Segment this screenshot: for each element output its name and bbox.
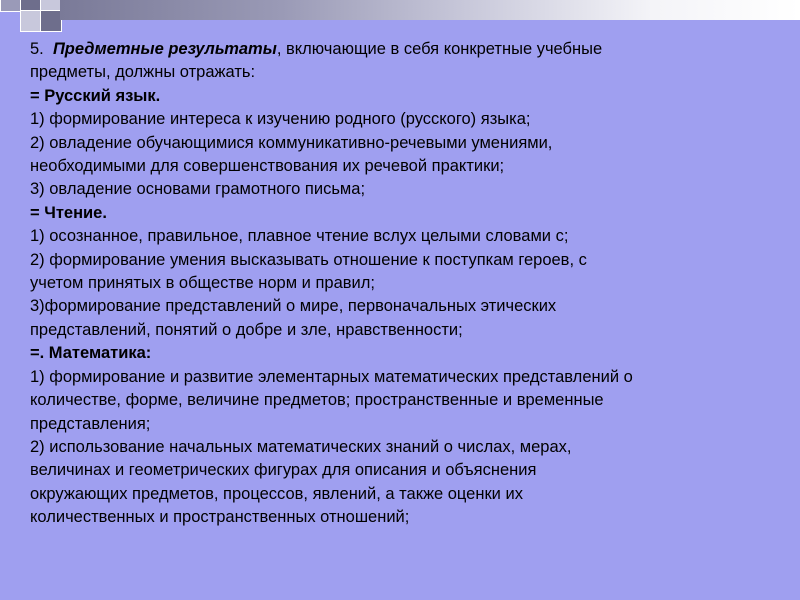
text-line: 1) формирование интереса к изучению родного (русского) языка;	[30, 110, 531, 129]
header-gradient-bar	[60, 0, 800, 20]
text-line: представлений, понятий о добре и зле, нравственности;	[30, 320, 463, 339]
text-line: учетом принятых в обществе норм и правил;	[30, 274, 375, 293]
text-line: 3) овладение основами грамотного письма;	[30, 180, 366, 199]
deco-square	[40, 10, 62, 32]
intro-emphasis: Предметные результаты	[52, 40, 277, 58]
deco-square	[20, 10, 42, 32]
text-line: 3)формирование представлений о мире, первоначальных этических	[30, 297, 557, 316]
text-line: предметы, должны отражать:	[30, 63, 256, 82]
section-heading: =. Математика:	[30, 344, 152, 363]
slide-body	[30, 38, 775, 530]
text-line: 1) осознанное, правильное, плавное чтение вслух целыми словами с;	[30, 227, 569, 246]
text-line: 1) формирование и развитие элементарных математических представлений о	[30, 367, 633, 386]
text-line: окружающих предметов, процессов, явлений, а также оценки их	[30, 484, 523, 503]
section-heading: = Русский язык.	[30, 86, 161, 105]
text-line: необходимыми для совершенствования их речевой практики;	[30, 157, 505, 176]
text-line: количественных и пространственных отношений;	[30, 508, 410, 527]
header-decoration	[0, 0, 800, 30]
deco-square	[0, 0, 22, 12]
text-line: 2) формирование умения высказывать отношение к поступкам героев, с	[30, 250, 587, 269]
text-lines	[30, 61, 775, 529]
intro-rest: , включающие в себя конкретные учебные	[276, 40, 603, 58]
text-line: 2) овладение обучающимися коммуникативно-речевыми умениями,	[30, 133, 553, 152]
text-line: 2) использование начальных математических знаний о числах, мерах,	[30, 437, 572, 456]
intro-line	[30, 38, 775, 61]
text-line: представления;	[30, 414, 151, 433]
text-line: величинах и геометрических фигурах для описания и объяснения	[30, 461, 537, 480]
intro-number: 5.	[30, 40, 44, 58]
section-heading: = Чтение.	[30, 203, 107, 222]
text-line: количестве, форме, величине предметов; пространственные и временные	[30, 391, 604, 410]
